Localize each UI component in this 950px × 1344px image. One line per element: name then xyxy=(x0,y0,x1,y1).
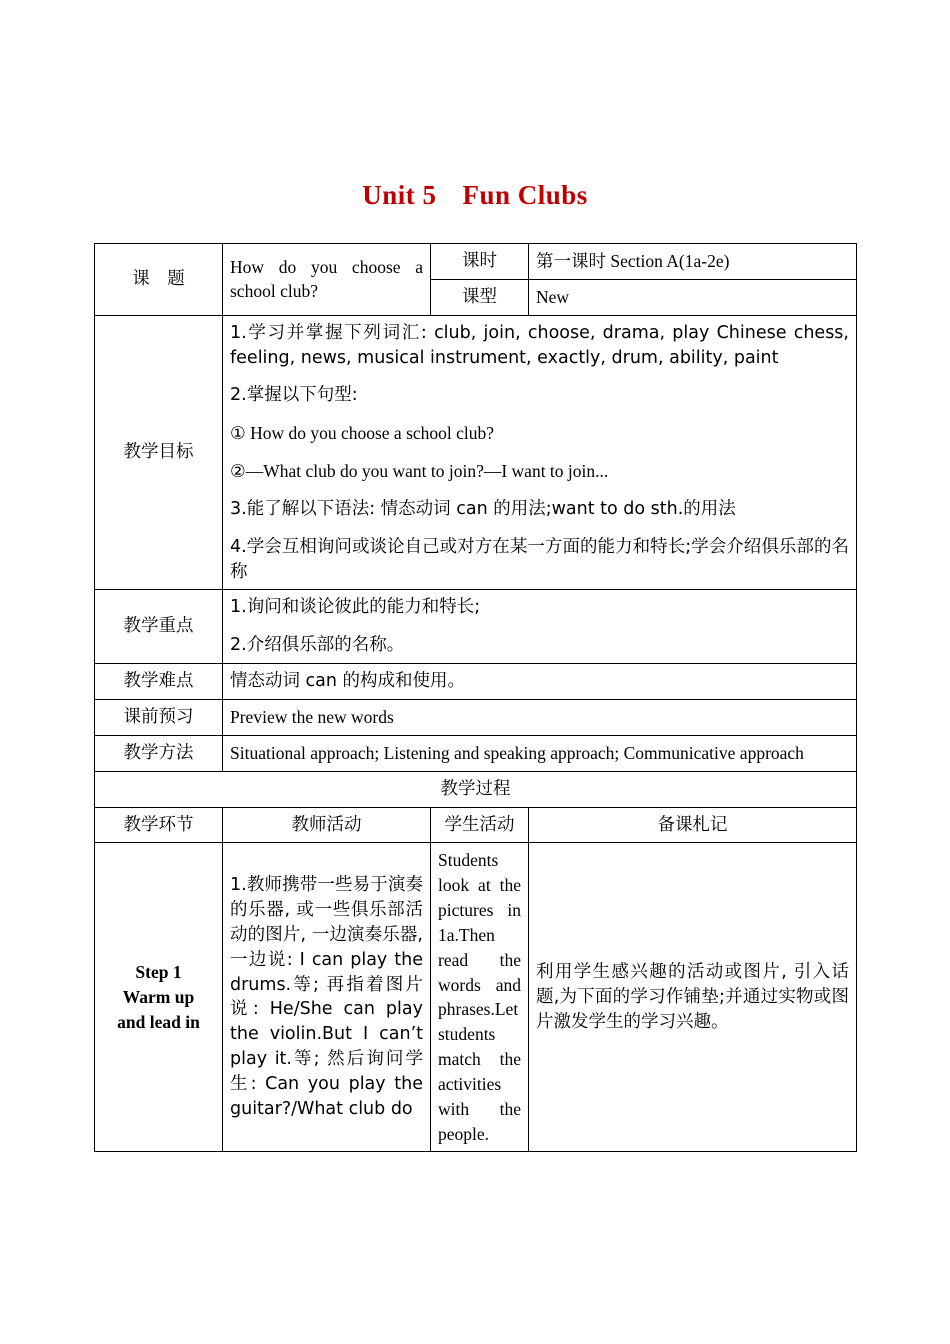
stage-line-2: Warm up xyxy=(122,986,195,1007)
table-row-step1 xyxy=(95,843,857,1152)
period-value: 第一课时 Section A(1a-2e) xyxy=(529,244,857,280)
goal-item-2: 2.掌握以下句型: xyxy=(230,385,358,406)
type-value: New xyxy=(529,279,857,315)
title-unit: Unit 5 xyxy=(362,180,437,210)
header-stage: 教学环节 xyxy=(95,807,223,843)
topic-label: 课 题 xyxy=(95,244,223,316)
key-points-label: 教学重点 xyxy=(95,590,223,664)
key-point-2: 2.介绍俱乐部的名称。 xyxy=(230,635,405,656)
table-row-process-banner xyxy=(95,771,857,807)
table-row-method xyxy=(95,735,857,771)
topic-value: How do you choose a school club? xyxy=(223,244,431,316)
header-notes: 备课札记 xyxy=(529,807,857,843)
lesson-plan-table xyxy=(94,243,857,1152)
goal-item-6: 4.学会互相询问或谈论自己或对方在某一方面的能力和特长;学会介绍俱乐部的名称 xyxy=(230,536,849,582)
goals-label: 教学目标 xyxy=(95,315,223,590)
method-value: Situational approach; Listening and speaking approach; Communicative approach xyxy=(223,735,857,771)
key-point-1: 1.询问和谈论彼此的能力和特长; xyxy=(230,597,481,618)
table-row-difficulty xyxy=(95,664,857,700)
process-banner: 教学过程 xyxy=(95,771,857,807)
table-row-key-points xyxy=(95,590,857,664)
stage-step-1 xyxy=(95,843,223,1152)
method-label: 教学方法 xyxy=(95,735,223,771)
type-label: 课型 xyxy=(431,279,529,315)
difficulty-value: 情态动词 can 的构成和使用。 xyxy=(223,664,857,700)
key-points-value xyxy=(223,590,857,664)
page-title xyxy=(0,180,950,211)
table-row-goals xyxy=(95,315,857,590)
header-student: 学生活动 xyxy=(431,807,529,843)
student-activity-1: Students look at the pictures in 1a.Then read the words and phrases.Let students match the activities with the people. xyxy=(431,843,529,1152)
stage-line-3: and lead in xyxy=(117,1011,200,1032)
goals-value xyxy=(223,315,857,590)
goal-item-5: 3.能了解以下语法: 情态动词 can 的用法;want to do sth.的用法 xyxy=(230,498,736,519)
preview-label: 课前预习 xyxy=(95,699,223,735)
table-row-preview xyxy=(95,699,857,735)
header-teacher: 教师活动 xyxy=(223,807,431,843)
preview-value: Preview the new words xyxy=(223,699,857,735)
goal-item-1: 1.学习并掌握下列词汇: club, join, choose, drama, play Chinese chess, feeling, news, musical instrument, exactly, drum, ability, paint xyxy=(230,322,849,368)
table-row-topic xyxy=(95,244,857,280)
stage-line-1: Step 1 xyxy=(135,962,182,983)
goal-item-3: ① How do you choose a school club? xyxy=(230,423,495,444)
lesson-notes-1: 利用学生感兴趣的活动或图片, 引入话题,为下面的学习作铺垫;并通过实物或图片激发学生的学习兴趣。 xyxy=(529,843,857,1152)
period-label: 课时 xyxy=(431,244,529,280)
goal-item-4: ②—What club do you want to join?—I want to join... xyxy=(230,461,609,482)
table-row-process-headers xyxy=(95,807,857,843)
teacher-activity-1: 1.教师携带一些易于演奏的乐器, 或一些俱乐部活动的图片, 一边演奏乐器, 一边说: I can play the drums.等; 再指着图片说: He/She can play the violin.But I can’t play it.等; 然后询问学生: Can you play the guitar?/What club do xyxy=(223,843,431,1152)
title-name: Fun Clubs xyxy=(462,180,588,210)
difficulty-label: 教学难点 xyxy=(95,664,223,700)
